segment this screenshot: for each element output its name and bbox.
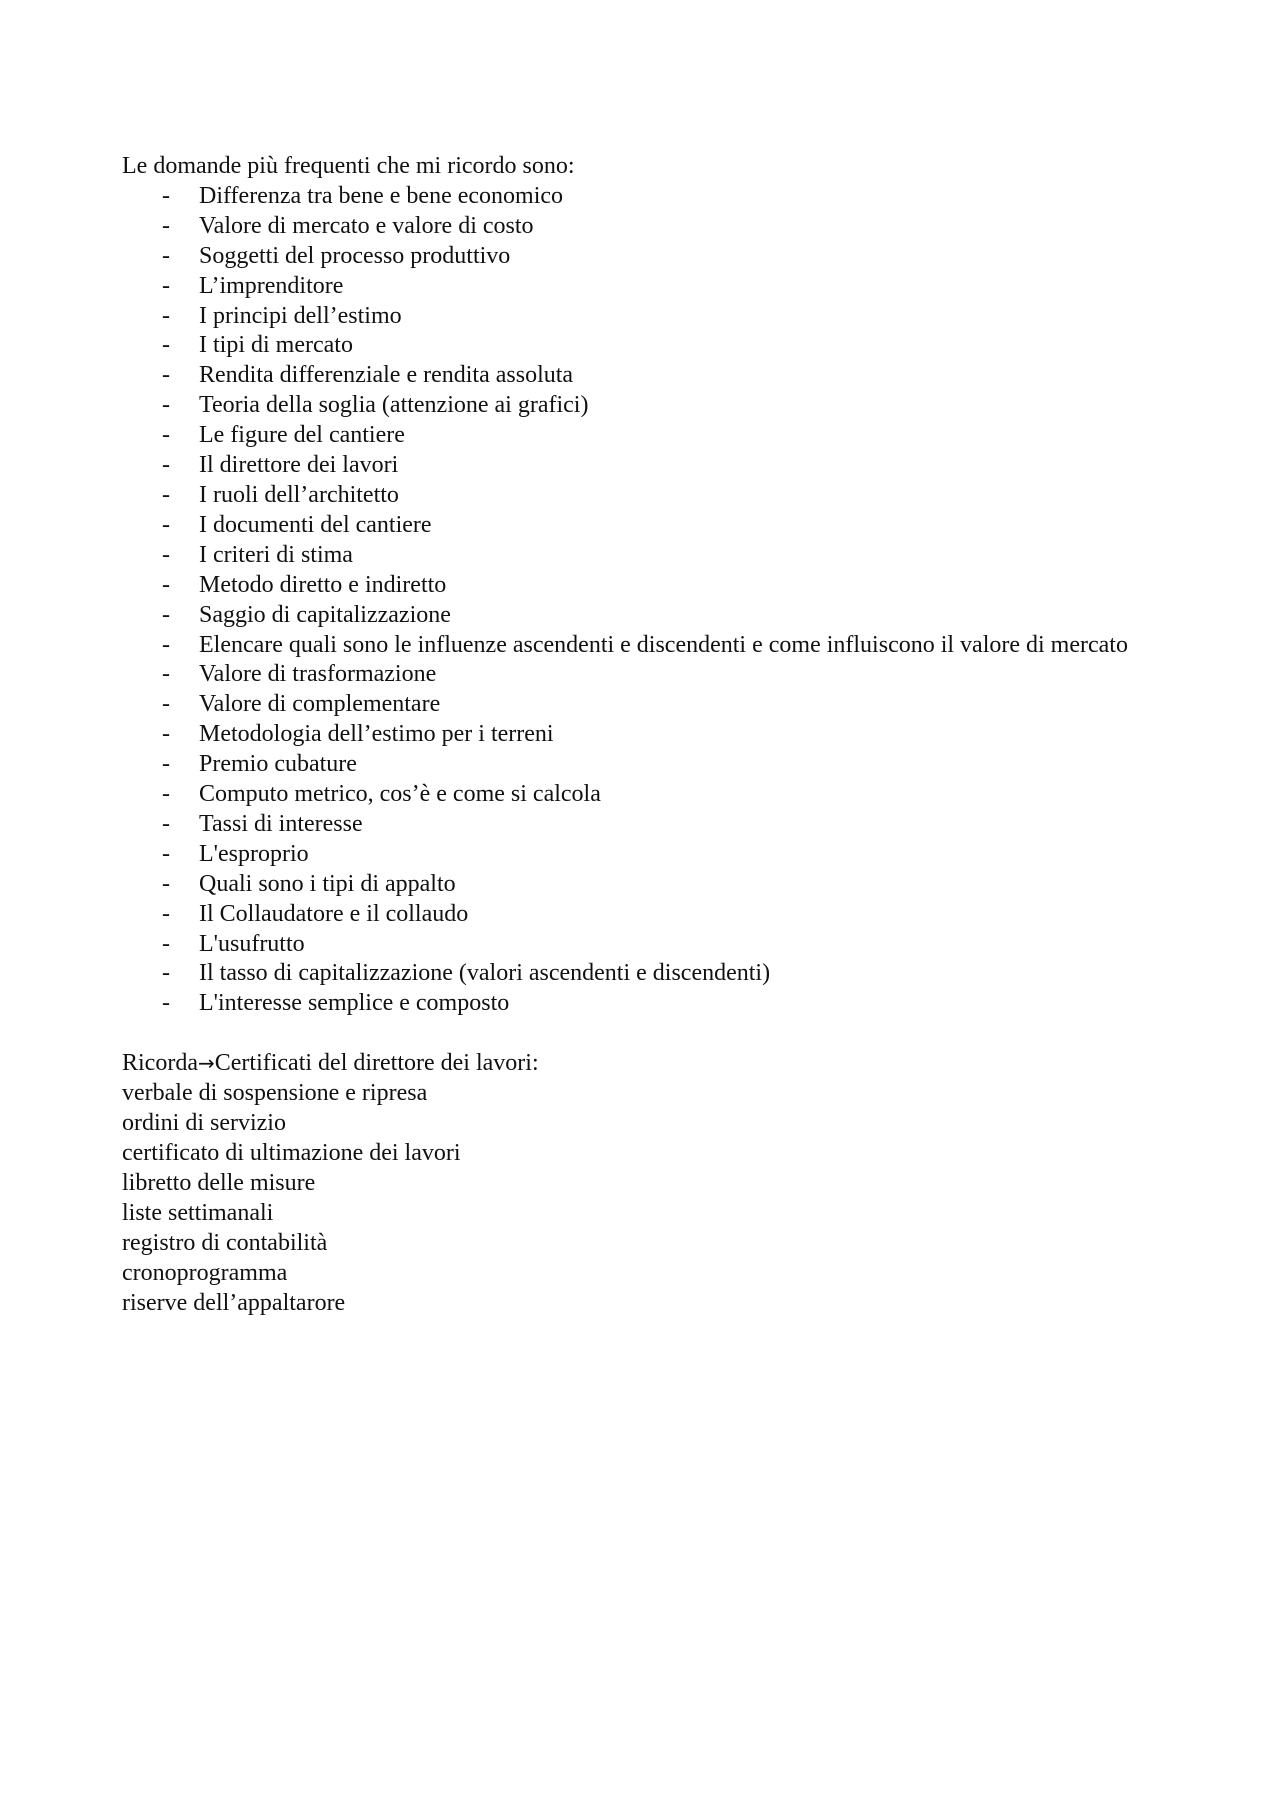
- list-item: [122, 242, 1142, 272]
- bullet-dash: -: [162, 691, 170, 718]
- list-item: [122, 182, 1142, 212]
- list-item: [122, 272, 1142, 302]
- bullet-dash: -: [162, 541, 170, 568]
- list-item: [122, 571, 1142, 601]
- bullet-dash: -: [162, 810, 170, 837]
- list-item: libretto delle misure: [122, 1169, 316, 1196]
- list-item-text: Il Collaudatore e il collaudo: [199, 900, 469, 927]
- list-item: [122, 690, 1142, 720]
- list-item: ordini di servizio: [122, 1110, 286, 1137]
- list-item: [122, 840, 1142, 870]
- list-item: cronoprogramma: [122, 1259, 288, 1286]
- bullet-dash: -: [162, 242, 170, 269]
- list-item-text: Computo metrico, cos’è e come si calcola: [199, 781, 601, 808]
- bullet-dash: -: [162, 571, 170, 598]
- list-item: [122, 361, 1142, 391]
- list-item: certificato di ultimazione dei lavori: [122, 1140, 461, 1166]
- list-item: verbale di sospensione e ripresa: [122, 1080, 428, 1107]
- bullet-dash: -: [162, 721, 170, 748]
- bullet-dash: -: [162, 661, 170, 688]
- list-item: riserve dell’appaltarore: [122, 1289, 346, 1316]
- bullet-dash: -: [162, 751, 170, 778]
- questions-list: [122, 182, 1142, 1019]
- list-item: [122, 451, 1142, 481]
- list-item-text: L'interesse semplice e composto: [199, 990, 510, 1017]
- bullet-dash: -: [162, 900, 170, 927]
- list-item-text: Soggetti del processo produttivo: [199, 242, 511, 269]
- list-item-text: Metodo diretto e indiretto: [199, 571, 447, 598]
- certificates-list: [122, 1079, 1142, 1318]
- bullet-dash: -: [162, 392, 170, 419]
- list-item-text: Rendita differenziale e rendita assoluta: [199, 362, 574, 389]
- list-item: [122, 989, 1142, 1019]
- list-item: [122, 660, 1142, 690]
- document-page: [122, 152, 1142, 1318]
- list-item: [122, 421, 1142, 451]
- reminder-lead: Ricorda: [122, 1050, 198, 1077]
- list-item-text: Elencare quali sono le influenze ascendenti e discendenti e come influiscono il valore di mercato: [199, 631, 1128, 658]
- reminder-title: Certificati del direttore dei lavori:: [214, 1050, 539, 1077]
- section-spacer: [122, 1019, 1142, 1049]
- list-item-text: I tipi di mercato: [199, 332, 353, 359]
- list-item-text: I ruoli dell’architetto: [199, 481, 399, 508]
- bullet-dash: -: [162, 182, 170, 209]
- intro-text: Le domande più frequenti che mi ricordo sono:: [122, 153, 575, 179]
- bullet-dash: -: [162, 452, 170, 479]
- list-item: [122, 930, 1142, 960]
- list-item-text: I principi dell’estimo: [199, 302, 402, 329]
- list-item-text: I documenti del cantiere: [199, 511, 432, 538]
- list-item-text: Differenza tra bene e bene economico: [199, 182, 564, 209]
- bullet-dash: -: [162, 990, 170, 1017]
- list-item: registro di contabilità: [122, 1229, 328, 1256]
- list-item-text: Valore di trasformazione: [199, 661, 437, 688]
- list-item-text: I criteri di stima: [199, 541, 353, 568]
- list-item: [122, 331, 1142, 361]
- list-item: [122, 541, 1142, 571]
- bullet-dash: -: [162, 840, 170, 867]
- list-item-text: Valore di mercato e valore di costo: [199, 212, 534, 239]
- list-item: [122, 870, 1142, 900]
- list-item: [122, 601, 1142, 631]
- list-item-text: L'esproprio: [199, 840, 309, 867]
- bullet-dash: -: [162, 960, 170, 987]
- list-item: [122, 780, 1142, 810]
- list-item: liste settimanali: [122, 1199, 274, 1226]
- bullet-dash: -: [162, 781, 170, 808]
- list-item: [122, 631, 1142, 661]
- list-item-text: Il direttore dei lavori: [199, 452, 399, 479]
- bullet-dash: -: [162, 272, 170, 299]
- list-item-text: Tassi di interesse: [199, 810, 363, 837]
- bullet-dash: -: [162, 631, 170, 658]
- list-item-text: L'usufrutto: [199, 930, 305, 957]
- list-item-text: Teoria della soglia (attenzione ai grafici): [199, 392, 589, 419]
- list-item-text: Quali sono i tipi di appalto: [199, 870, 456, 897]
- list-item: [122, 900, 1142, 930]
- list-item-text: Metodologia dell’estimo per i terreni: [199, 721, 554, 748]
- list-item: [122, 481, 1142, 511]
- list-item: [122, 302, 1142, 332]
- bullet-dash: -: [162, 481, 170, 508]
- list-item-text: Premio cubature: [199, 751, 357, 778]
- arrow-right-icon: →: [197, 1051, 215, 1076]
- bullet-dash: -: [162, 870, 170, 897]
- bullet-dash: -: [162, 422, 170, 449]
- list-item: [122, 720, 1142, 750]
- list-item: [122, 750, 1142, 780]
- list-item: [122, 212, 1142, 242]
- reminder-heading: [122, 1049, 1142, 1079]
- list-item-text: Valore di complementare: [199, 691, 441, 718]
- list-item: [122, 391, 1142, 421]
- bullet-dash: -: [162, 930, 170, 957]
- bullet-dash: -: [162, 212, 170, 239]
- list-item-text: L’imprenditore: [199, 272, 344, 299]
- list-item-text: Le figure del cantiere: [199, 422, 405, 449]
- list-item-text: Il tasso di capitalizzazione (valori ascendenti e discendenti): [199, 960, 771, 987]
- bullet-dash: -: [162, 601, 170, 628]
- bullet-dash: -: [162, 362, 170, 389]
- list-item: [122, 959, 1142, 989]
- bullet-dash: -: [162, 332, 170, 359]
- list-item-text: Saggio di capitalizzazione: [199, 601, 451, 628]
- list-item: [122, 810, 1142, 840]
- bullet-dash: -: [162, 511, 170, 538]
- bullet-dash: -: [162, 302, 170, 329]
- list-item: [122, 511, 1142, 541]
